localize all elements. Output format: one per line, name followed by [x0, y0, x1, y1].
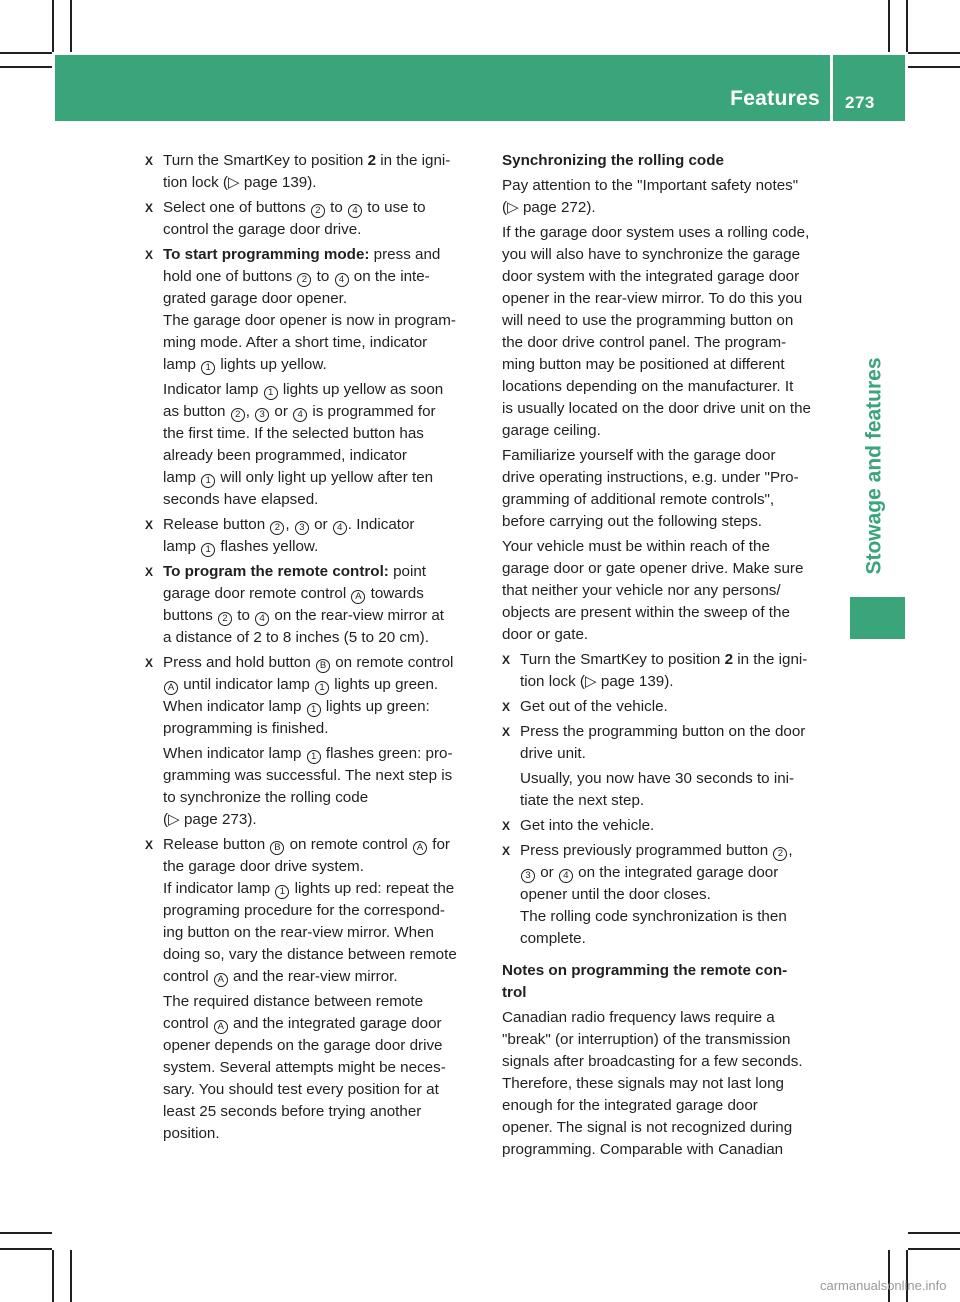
- crop-mark: [70, 1250, 72, 1302]
- arrow-icon: X: [145, 565, 154, 579]
- arrow-icon: X: [145, 838, 154, 852]
- crop-mark: [70, 0, 72, 52]
- callout-4-icon: 4: [348, 204, 362, 218]
- callout-3-icon: 3: [295, 521, 309, 535]
- crop-mark: [52, 0, 54, 52]
- paragraph: Usually, you now have 30 seconds to ini- tiate the next step.: [520, 770, 795, 809]
- paragraph: If the garage door system uses a rolling code, you will also have to synchronize the garage door system with the integrated garage door opener in the rear-view mirror. To do this you will need to use the programming button on the door drive control panel. The program- ming button may be positioned at different locations depending on the manufacturer. It is usually located on the door drive unit on the garage ceiling.: [502, 224, 812, 439]
- arrow-icon: X: [145, 518, 154, 532]
- callout-b-icon: B: [316, 659, 330, 673]
- paragraph: Familiarize yourself with the garage door drive operating instructions, e.g. under "Pro- gramming of additional remote controls", before carrying out the following steps.: [502, 447, 799, 530]
- section-heading: Notes on programming the remote con- trol: [502, 962, 788, 1001]
- callout-2-icon: 2: [231, 408, 245, 422]
- instruction-step: X Turn the SmartKey to position 2 in the igni- tion lock (▷ page 139).: [145, 152, 451, 191]
- callout-4-icon: 4: [293, 408, 307, 422]
- side-tab: [842, 338, 908, 594]
- left-column: [145, 150, 485, 1148]
- instruction-step: X Turn the SmartKey to position 2 in the igni- tion lock (▷ page 139).: [502, 651, 808, 690]
- crop-mark: [906, 1250, 908, 1302]
- callout-4-icon: 4: [335, 273, 349, 287]
- right-column: [502, 150, 834, 1164]
- arrow-icon: X: [502, 653, 511, 667]
- callout-2-icon: 2: [311, 204, 325, 218]
- page-ref-icon: ▷: [585, 673, 597, 690]
- callout-4-icon: 4: [333, 521, 347, 535]
- instruction-step: X Press the programming button on the door drive unit.: [502, 723, 806, 762]
- crop-mark: [52, 1250, 54, 1302]
- callout-a-icon: A: [164, 681, 178, 695]
- crop-mark: [0, 1232, 52, 1234]
- page-ref-icon: ▷: [507, 199, 519, 216]
- watermark: carmanualsonline.info: [820, 1278, 947, 1293]
- page-ref-icon: ▷: [168, 811, 180, 828]
- callout-a-icon: A: [214, 1020, 228, 1034]
- crop-mark: [0, 52, 52, 54]
- instruction-step: X To program the remote control: point garage door remote control A towards buttons 2 to 4 on the rear-view mirror at a distance of 2 to 8 inches (5 to 20 cm).: [145, 563, 445, 646]
- page-number: 273: [845, 93, 875, 112]
- instruction-step: X Get into the vehicle.: [502, 815, 834, 837]
- paragraph: Canadian radio frequency laws require a "break" (or interruption) of the transmission signals after broadcasting for a few seconds. Therefore, these signals may not last long enough for the integrated garage door opener. The signal is not recognized during programming. Comparable with Canadian: [502, 1009, 803, 1158]
- callout-1-icon: 1: [264, 386, 278, 400]
- instruction-step: X Press and hold button B on remote control A until indicator lamp 1 lights up green. When indicator lamp 1 lights up green: programming is finished.: [145, 654, 454, 737]
- callout-1-icon: 1: [201, 543, 215, 557]
- paragraph: Your vehicle must be within reach of the garage door or gate opener drive. Make sure that neither your vehicle nor any persons/ objects are present within the sweep of the door or gate.: [502, 538, 804, 643]
- crop-mark: [0, 66, 52, 68]
- callout-2-icon: 2: [297, 273, 311, 287]
- callout-1-icon: 1: [201, 474, 215, 488]
- arrow-icon: X: [502, 819, 511, 833]
- arrow-icon: X: [502, 725, 511, 739]
- callout-b-icon: B: [270, 841, 284, 855]
- callout-1-icon: 1: [307, 750, 321, 764]
- arrow-icon: X: [145, 656, 154, 670]
- paragraph: Pay attention to the "Important safety notes" (▷ page 272).: [502, 177, 799, 216]
- page-link[interactable]: page 272).: [518, 199, 596, 216]
- callout-4-icon: 4: [255, 612, 269, 626]
- callout-a-icon: A: [413, 841, 427, 855]
- callout-2-icon: 2: [270, 521, 284, 535]
- arrow-icon: X: [502, 844, 511, 858]
- callout-1-icon: 1: [275, 885, 289, 899]
- crop-mark: [908, 1248, 960, 1250]
- crop-mark: [908, 1232, 960, 1234]
- arrow-icon: X: [145, 154, 154, 168]
- instruction-step: X Release button 2 , 3 or 4 . Indicator lamp 1 flashes yellow.: [145, 516, 415, 555]
- instruction-step: X To start programming mode: press and hold one of buttons 2 to 4 on the inte- grated garage door opener. The garage door opener is now in program- ming mode. After a short time, indicator lamp 1 lights up yellow.: [145, 246, 456, 373]
- callout-3-icon: 3: [255, 408, 269, 422]
- crop-mark: [906, 0, 908, 52]
- callout-1-icon: 1: [315, 681, 329, 695]
- crop-mark: [888, 1250, 890, 1302]
- arrow-icon: X: [145, 248, 154, 262]
- arrow-icon: X: [145, 201, 154, 215]
- callout-4-icon: 4: [559, 869, 573, 883]
- instruction-step: X Release button B on remote control A for the garage door drive system. If indicator lamp 1 lights up red: repeat the programing procedure for the correspond- ing button on the rear-view mirror. When doing so, vary the distance between remote control A and the rear-view mirror.: [145, 836, 457, 985]
- crop-mark: [908, 66, 960, 68]
- paragraph: The required distance between remote control A and the integrated garage door opener depends on the garage door drive system. Several attempts might be neces- sary. You should test every position for at least 25 seconds before trying another position.: [163, 993, 446, 1142]
- instruction-step: X Get out of the vehicle.: [502, 696, 834, 718]
- instruction-step: X Press previously programmed button 2 , 3 or 4 on the integrated garage door opener until the door closes. The rolling code synchronization is then complete.: [502, 842, 793, 947]
- callout-1-icon: 1: [307, 703, 321, 717]
- page-link[interactable]: page 273).: [179, 811, 257, 828]
- arrow-icon: X: [502, 700, 511, 714]
- header-separator: [830, 55, 833, 121]
- callout-a-icon: A: [214, 973, 228, 987]
- callout-2-icon: 2: [773, 847, 787, 861]
- paragraph: Indicator lamp 1 lights up yellow as soon as button 2 , 3 or 4 is programmed for the first time. If the selected button has already been programmed, indicator lamp 1 will only light up yellow after ten seconds have elapsed.: [163, 381, 444, 508]
- page-link[interactable]: page 139).: [239, 174, 317, 191]
- instruction-step: X Select one of buttons 2 to 4 to use to control the garage door drive.: [145, 199, 426, 238]
- crop-mark: [908, 52, 960, 54]
- callout-2-icon: 2: [218, 612, 232, 626]
- callout-3-icon: 3: [521, 869, 535, 883]
- page-ref-icon: ▷: [228, 174, 240, 191]
- paragraph: When indicator lamp 1 flashes green: pro- gramming was successful. The next step is to synchronize the rolling code (▷ page 273).: [163, 745, 453, 828]
- side-tab-block: [850, 597, 905, 639]
- page-link[interactable]: page 139).: [596, 673, 674, 690]
- callout-1-icon: 1: [201, 361, 215, 375]
- crop-mark: [888, 0, 890, 52]
- section-title: Features: [730, 87, 820, 110]
- callout-a-icon: A: [351, 590, 365, 604]
- crop-mark: [0, 1248, 52, 1250]
- side-tab-label: Stowage and features: [863, 357, 886, 575]
- section-heading: Synchronizing the rolling code: [502, 152, 724, 169]
